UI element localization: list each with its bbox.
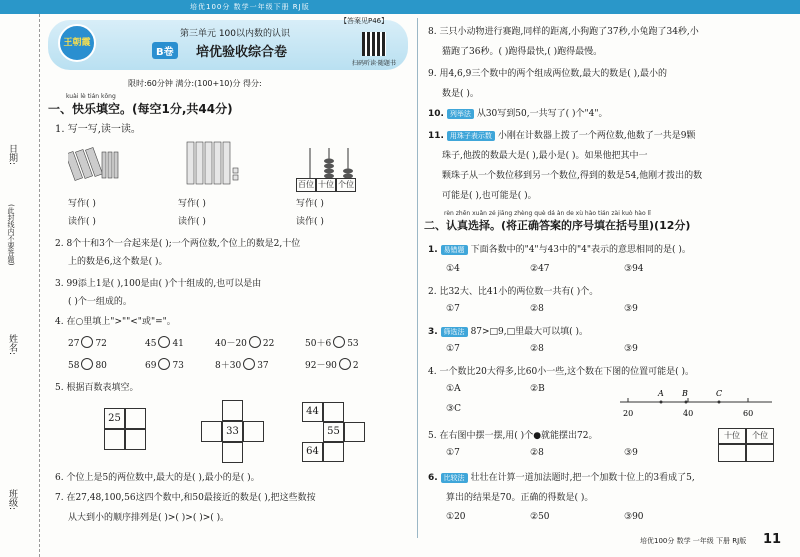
q5-prompt: 5. 根据百数表填空。: [55, 383, 139, 393]
numline-40: 40: [683, 409, 694, 418]
s2-q5-opt-c[interactable]: ③9: [624, 448, 638, 458]
section1-heading: 一、快乐填空。(每空1分,共44分): [48, 102, 233, 116]
numline-20: 20: [623, 409, 634, 418]
answer-reference: 【答案见P46】: [340, 17, 389, 25]
s2-q6-tag: 比较法: [441, 473, 468, 483]
s2-q3-tag: 筛选法: [441, 327, 468, 337]
numline-60: 60: [743, 409, 754, 418]
number-line: [616, 386, 776, 420]
q4-item-2[interactable]: 45 41: [145, 336, 184, 349]
q8-line1: 8. 三只小动物进行赛跑,同样的距离,小狗跑了37秒,小兔跑了34秒,小: [428, 27, 699, 37]
binding-spine: [0, 14, 40, 557]
page-title: 培优验收综合卷: [196, 45, 288, 60]
hundred-cell-33: 33: [222, 421, 243, 442]
abacus-label-hundreds: 百位: [296, 178, 316, 192]
q1-write-3[interactable]: 写作( ): [296, 199, 324, 209]
q10-tag: 列举法: [447, 109, 474, 119]
s2-q1-opt-b[interactable]: ②47: [530, 264, 550, 274]
q10-line: 10. 列举法 从30写到50,一共写了( )个"4"。: [428, 109, 608, 119]
s2-q6-opt-b[interactable]: ②50: [530, 512, 550, 522]
q8-line2: 猫跑了36秒。( )跑得最快,( )跑得最慢。: [442, 47, 603, 57]
hundred-cell-64: 64: [302, 442, 323, 462]
numline-B: B: [682, 389, 688, 398]
s2-q3-opt-b[interactable]: ②8: [530, 344, 544, 354]
s2-q5-opt-a[interactable]: ①7: [446, 448, 460, 458]
place-chart-tens-slot[interactable]: [718, 444, 746, 462]
q11-line3: 颗珠子从一个数位移到另一个数位,得到的数是54,他刚才拨出的数: [442, 171, 703, 181]
s2-q5-line: 5. 在右图中摆一摆,用( )个●就能摆出72。: [428, 431, 598, 441]
brand-logo: 王朝霞: [58, 24, 96, 62]
section2-pinyin: rèn zhēn xuǎn zé jiāng zhèng què dá àn de xù hào tián zài kuò hào lǐ: [444, 210, 651, 217]
s2-q3-opt-c[interactable]: ③9: [624, 344, 638, 354]
q3-line1: 3. 99添上1是( ),100是由( )个十组成的,也可以是由: [55, 279, 262, 289]
section1-pinyin: kuài lè tián kōng: [66, 93, 116, 100]
hundred-cell-55: 55: [323, 422, 344, 442]
s2-q6-line1: 6. 比较法 壮壮在计算一道加法题时,把一个加数十位上的3看成了5,: [428, 473, 695, 483]
date-label: 日期:: [7, 144, 17, 166]
hundred-cell-25: 25: [104, 408, 125, 429]
q4-item-8[interactable]: 92－90 2: [305, 358, 359, 371]
hundred-cell-blank[interactable]: [222, 442, 243, 463]
q7-line1: 7. 在27,48,100,56这四个数中,和50最接近的数是( ),把这些数按: [55, 493, 316, 503]
q6-line: 6. 个位上是5的两位数中,最大的是( ),最小的是( )。: [55, 473, 260, 483]
s2-q3-line: 3. 筛选法 87>□9,□里最大可以填( )。: [428, 327, 589, 337]
q4-prompt: 4. 在○里填上">""<"或"="。: [55, 317, 176, 327]
hundred-cell-44: 44: [302, 402, 323, 422]
page-number: 11: [763, 532, 782, 547]
q2-line2: 上的数是6,这个数是( )。: [68, 257, 168, 267]
hundred-cell-blank[interactable]: [125, 429, 146, 450]
hundred-cell-blank[interactable]: [201, 421, 222, 442]
q1-write-2[interactable]: 写作( ): [178, 199, 206, 209]
bundles-picture: [68, 142, 128, 182]
s2-q5-opt-b[interactable]: ②8: [530, 448, 544, 458]
hundred-cell-blank[interactable]: [323, 442, 344, 462]
paper-b-badge: B卷: [152, 42, 178, 59]
q4-item-6[interactable]: 69 73: [145, 358, 184, 371]
hundred-cell-blank[interactable]: [104, 429, 125, 450]
q11-line2: 珠子,他拨的数最大是( ),最小是( )。如果他把其中一: [442, 151, 648, 161]
place-chart-ones: 个位: [746, 428, 774, 444]
s2-q1-opt-a[interactable]: ①4: [446, 264, 460, 274]
q11-line1: 11. 用珠子表示数 小刚在计数器上拨了一个两位数,他数了一共是9颗: [428, 131, 696, 141]
place-chart-ones-slot[interactable]: [746, 444, 774, 462]
class-label: 班级:: [7, 489, 17, 511]
q4-item-1[interactable]: 27 72: [68, 336, 107, 349]
hundred-cell-blank[interactable]: [243, 421, 264, 442]
column-divider: [417, 18, 418, 538]
hundred-cell-blank[interactable]: [344, 422, 365, 442]
hundred-cell-blank[interactable]: [125, 408, 146, 429]
hundred-cell-blank[interactable]: [222, 400, 243, 421]
q2-line1: 2. 8个十和3个一合起来是( );一个两位数,个位上的数是2,十位: [55, 239, 301, 249]
s2-q4-opt-a[interactable]: ①A: [446, 384, 461, 394]
hundred-cell-blank[interactable]: [323, 402, 344, 422]
name-label: 姓名:: [7, 334, 17, 356]
place-chart-tens: 十位: [718, 428, 746, 444]
section2-heading: 二、认真选择。(将正确答案的序号填在括号里)(12分): [424, 219, 691, 232]
q11-line4: 可能是( ),也可能是( )。: [442, 191, 537, 201]
abacus-picture: [300, 148, 358, 178]
top-bar: 培优100分 数学一年级下册 RJ版: [0, 0, 800, 14]
qr-caption: 扫码听读·随题书: [352, 60, 396, 67]
abacus-label-tens: 十位: [316, 178, 336, 192]
q4-item-3[interactable]: 40－20 22: [215, 336, 274, 349]
s2-q2-line: 2. 比32大、比41小的两位数一共有( )个。: [428, 287, 599, 297]
q1-read-2[interactable]: 读作( ): [178, 217, 206, 227]
numline-C: C: [716, 389, 723, 398]
abacus-label-ones: 个位: [336, 178, 356, 192]
s2-q4-opt-c[interactable]: ③C: [446, 404, 461, 414]
numline-A: A: [658, 389, 664, 398]
s2-q2-opt-a[interactable]: ①7: [446, 304, 460, 314]
q9-line1: 9. 用4,6,9三个数中的两个组成两位数,最大的数是( ),最小的: [428, 69, 667, 79]
q3-line2: ( )个一组成的。: [68, 297, 132, 307]
s2-q1-opt-c[interactable]: ③94: [624, 264, 644, 274]
unit-title: 第三单元 100以内数的认识: [179, 29, 291, 39]
exam-meta: 限时:60分钟 满分:(100+10)分 得分:: [128, 79, 262, 88]
s2-q1-line: 1. 易错题 下面各数中的"4"与43中的"4"表示的意思相同的是( )。: [428, 245, 691, 255]
qr-code-icon[interactable]: [362, 32, 386, 56]
s2-q4-opt-b[interactable]: ②B: [530, 384, 545, 394]
q9-line2: 数是( )。: [442, 89, 479, 99]
s2-q6-line2: 算出的结果是70。正确的得数是( )。: [446, 493, 594, 503]
q1-read-3[interactable]: 读作( ): [296, 217, 324, 227]
q4-item-7[interactable]: 8＋30 37: [215, 358, 269, 371]
cube-blocks-picture: [185, 138, 245, 186]
s2-q6-opt-c[interactable]: ③90: [624, 512, 644, 522]
s2-q4-line: 4. 一个数比20大得多,比60小一些,这个数在下图的位置可能是( )。: [428, 367, 694, 377]
q1-write-1[interactable]: 写作( ): [68, 199, 96, 209]
q4-item-5[interactable]: 58 80: [68, 358, 107, 371]
s2-q2-opt-b[interactable]: ②8: [530, 304, 544, 314]
s2-q2-opt-c[interactable]: ③9: [624, 304, 638, 314]
q1-read-1[interactable]: 读作( ): [68, 217, 96, 227]
s2-q3-opt-a[interactable]: ①7: [446, 344, 460, 354]
s2-q6-opt-a[interactable]: ①20: [446, 512, 466, 522]
q7-line2: 从大到小的顺序排列是( )>( )>( )>( )。: [68, 513, 230, 523]
footer-text: 培优100分 数学 一年级 下册 RJ版: [640, 537, 747, 545]
q1-prompt: 1. 写一写,读一读。: [55, 124, 141, 135]
s2-q1-tag: 易错题: [441, 245, 468, 255]
q4-item-4[interactable]: 50＋6 53: [305, 336, 359, 349]
seal-note: (此封线内不要答题): [7, 204, 15, 266]
q11-tag: 用珠子表示数: [447, 131, 495, 141]
